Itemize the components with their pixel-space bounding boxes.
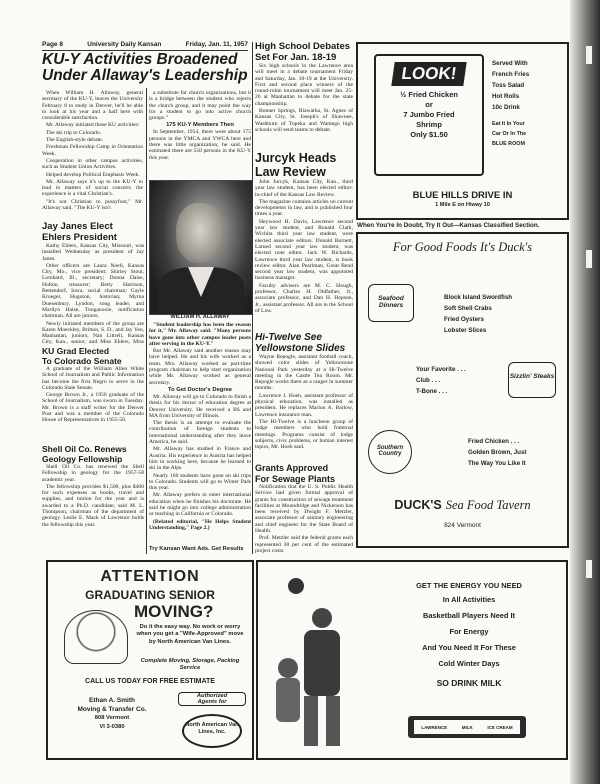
bluehills-ad xyxy=(356,42,569,220)
bluehills-side: Served With xyxy=(492,60,528,67)
menu-item: T-Bone . . . xyxy=(416,388,448,395)
allaway-portrait-photo xyxy=(149,180,253,315)
kuy-paragraph: Mr. Allaway will go to Colorado to finish a thesis for his doctor of education degree at Denver University. He received a BS and MA from University of Illinois. xyxy=(149,393,251,419)
moving-attention: ATTENTION xyxy=(100,568,200,585)
hitwelve-article xyxy=(255,333,353,461)
player-head-shape xyxy=(278,658,298,678)
bluehills-side: Eat It In Your xyxy=(492,121,525,127)
kuy-paragraph: The English-style debate. xyxy=(46,137,104,144)
wife-with-phone-illustration xyxy=(64,610,128,664)
grants-headline-line1: Grants Approved xyxy=(255,463,329,473)
debates-article xyxy=(255,42,353,150)
kuy-article-col1 xyxy=(42,90,143,219)
milk-line: And You Need It For These xyxy=(422,643,516,652)
authorized-line: Agents for xyxy=(197,699,227,705)
kuy-paragraph: Nearly 160 students have gone on ski trips to Colorado. Students will go to Winter Park this year. xyxy=(149,472,251,492)
steak-menu xyxy=(416,364,506,397)
truck-text: LAWRENCE xyxy=(421,724,448,730)
jurcyk-paragraph: Faculty advisers are M. C. Slough, professor, Charles H. Oldfather, Jr., associate professor, and Dan H. Hopson, Jr., assistant professor. All are in the School of Law. xyxy=(255,282,353,314)
paper-name: University Daily Kansan xyxy=(87,41,162,48)
bluehills-sides xyxy=(492,58,564,149)
player-leg-shape xyxy=(326,696,340,746)
milk-ad xyxy=(256,560,568,760)
debates-headline-line2: Set For Jan. 18-19 xyxy=(255,51,337,63)
kuy-paragraph: The thesis is an attempt to evaluate the contribution of foreign students to international understanding after they leave America, he said. xyxy=(149,420,251,446)
column-rule xyxy=(252,42,253,554)
photo-caption: WILLIAM H. ALLAWAY xyxy=(170,314,230,320)
kuy-paragraph: In September, 1954, there were about 175 persons in the YMCA and YWCA here and there was little organization, he said. He estimated there are 550 persons in the KU-Y this year. xyxy=(149,129,251,161)
jurcyk-headline-line2: Law Review xyxy=(255,164,326,179)
bluehills-side: Car Or In The xyxy=(492,131,527,137)
milk-line: Basketball Players Need It xyxy=(422,611,516,620)
moving-pitch: Do it the easy way. No work or worry when you get a "Wife-Approved" move by North American Van Lines. xyxy=(136,624,244,645)
kuy-paragraph: (Related editorial, "He Helps Student Understanding," Page 2.) xyxy=(149,518,251,531)
bluehills-side: Hot Rolls xyxy=(492,93,520,100)
milk-line: In All Activities xyxy=(442,595,496,604)
menu-item: Soft Shell Crabs xyxy=(444,305,492,312)
kuy-paragraph: Freshman Fellowship Camp in Orientation Week. xyxy=(42,144,143,157)
grants-paragraph: Notification that the U. S. Public Health Service had given formal approval of grants for construction of sewage treatment facilities at Moundridge and Nickerson has been received by Dwight F. Metzler, associate professor of sanitary engineering and chief engineer for the State Board of Health. xyxy=(255,484,353,535)
jayjanes-article xyxy=(42,222,144,346)
shell-paragraph: The fellowship provides $1,500, plus $400 for such expenses as books, travel and supplies, and tuition for the year and is awarded to a Ph.D. candidate, said M. L. Thompson, chairman of the department of geology. Leslie E. Mack of Lawrence holds the fellowship this year. xyxy=(42,483,144,528)
seafood-badge: Seafood Dinners xyxy=(368,284,414,322)
bluehills-location: 1 Mile E on Hiway 10 xyxy=(435,202,490,208)
kuy-paragraph: Mr. Allaway initiated these KU activities: xyxy=(46,122,140,129)
kuy-paragraph: Mr. Allaway prefers to enter international education when he finishes his doctorate. He said he might go into college administration or teaching in California or Colorado. xyxy=(149,492,251,518)
milk-truck-illustration xyxy=(408,716,526,738)
photo-face-shape xyxy=(176,203,224,263)
look-banner: LOOK! xyxy=(391,62,466,86)
milk-line: Cold Winter Days xyxy=(438,659,500,668)
kuy-subhead: To Get Doctor's Degree xyxy=(167,386,233,393)
authorized-agent-box xyxy=(178,692,246,706)
milk-copy xyxy=(376,580,562,694)
player-leg-shape xyxy=(304,696,318,746)
jurcyk-paragraph: Heywood H. Davis, Lawrence second year law student, and Ronald Clark, Wichita third year law student, were elected associate editors. Donald Burnett, Larned second year law student, was elected note editor. Jack W. Richards, Lawrence third year law student, is book review editor. Alan Pearlman, Great Bend second year law student, was appointed business manager. xyxy=(255,218,353,282)
company-line: 808 Vermont xyxy=(94,715,130,721)
chicken-badge: Southern Country xyxy=(368,430,412,474)
shell-article xyxy=(42,445,144,555)
north-american-logo: North American Van Lines, Inc. xyxy=(182,714,242,748)
kuy-headline xyxy=(42,52,250,88)
kuy-article-col2-bottom xyxy=(149,322,251,548)
binding-spine xyxy=(570,0,600,784)
ducks-name-a: DUCK'S xyxy=(394,498,442,512)
grants-article xyxy=(255,463,353,555)
basketball-players-illustration xyxy=(278,578,364,750)
kugrad-paragraph: George Brown Jr., a 1950 graduate of the School of Journalism, was sworn in Tuesday. Mr. Brown is a staff writer for the Denver Post and was a member of the Colorado House of Representatives in 1955-56. xyxy=(42,392,144,424)
authorized-line: Authorized xyxy=(196,693,228,699)
bluehills-side: BLUE ROOM xyxy=(492,141,525,147)
ducks-name-b: Sea Food Tavern xyxy=(445,498,531,512)
kugrad-paragraph: A graduate of the William Allen White School of Journalism and Public Information has become the first Negro to serve in the Colorado State Senate. xyxy=(42,366,144,391)
milk-line: For Energy xyxy=(449,627,489,636)
company-line: VI 3-0380 xyxy=(99,724,125,730)
bluehills-offer: 7 Jumbo Fried xyxy=(403,110,455,119)
hitwelve-paragraph: The Hi-Twelve is a luncheon group of lodge members who hold fraternal meetings. Programs consist of lodge subjects, civic problems, or human interest topics, Mr. Hoeh said. xyxy=(255,418,353,451)
ducks-ad xyxy=(356,232,569,548)
grants-paragraph: Prof. Metzler said the federal grants each represented 30 per cent of the estimated project costs. xyxy=(255,535,353,554)
kuy-headline-line2: Under Allaway's Leadership xyxy=(42,67,248,84)
kuy-headline-line1: KU-Y Activities Broadened xyxy=(42,52,238,68)
moving-question: MOVING? xyxy=(134,602,214,621)
menu-item: Club . . . xyxy=(416,377,441,384)
kugrad-headline-line2: To Colorado Senate xyxy=(42,355,122,366)
moving-ad xyxy=(46,560,254,760)
kugrad-article xyxy=(42,347,144,443)
bluehills-side: Toss Salad xyxy=(492,82,525,89)
page-header xyxy=(42,41,248,48)
jurcyk-paragraph: The magazine contains articles on current developments in law, and is published four times a year. xyxy=(255,198,353,218)
ducks-address: 824 Vermont xyxy=(444,522,481,529)
hitwelve-paragraph: Wayne Repogle, assistant football coach, showed color slides of Yellowstone National Park yesterday at a Hi-Twelve meeting in the Castle Tea Room. Mr. Repogle works there as a ranger in summer months. xyxy=(255,354,353,392)
issue-date: Friday, Jan. 11, 1957 xyxy=(185,41,248,48)
chicken-menu xyxy=(468,436,563,469)
binding-tab xyxy=(586,46,592,64)
kuy-paragraph: Mr. Allaway has studied in France and Austria. His experience in Austria has helped him in working here, because he learned to ski in the Alps. xyxy=(149,446,251,472)
kuy-paragraph: But Mr. Allaway said another reason may have helped. He and his wife worked as a team. Mrs. Allaway worked as part-time program chairman to help start organization while Mr. Allaway worked as general secretary. xyxy=(149,348,251,386)
kuy-paragraph: Helped develop Political Emphasis Week. xyxy=(46,171,140,178)
ducks-name xyxy=(364,496,561,514)
moving-company xyxy=(58,696,166,732)
binding-tab xyxy=(586,250,592,268)
shell-headline-line2: Geology Fellowship xyxy=(42,453,123,464)
milk-line: GET THE ENERGY YOU NEED xyxy=(416,581,522,590)
kuy-paragraph: "Student leadership has been the reason for it," Mr. Allaway said. "Many persons have gone into other campus leader posts after serving in the KU-Y." xyxy=(149,322,251,347)
kuy-subhead: 175 KU-Y Members Then xyxy=(166,122,234,129)
bluehills-side: French Fries xyxy=(492,71,530,78)
debates-paragraph: Six high schools in the Lawrence area will meet in a debate tournament Friday and Saturday, Jan. 18-19 at the University. First and second place winners of the round-robin tournament will meet Jan. 25-26 at Manhattan to debate for the state championship. xyxy=(255,63,353,107)
steak-badge: Sizzlin' Steaks xyxy=(508,362,556,398)
bluehills-price: Only $1.50 xyxy=(410,130,448,139)
truck-text: ICE CREAM xyxy=(487,724,513,730)
grants-headline-line2: For Sewage Plants xyxy=(255,473,336,484)
classified-tagline: When You're In Doubt, Try It Out—Kansas Classified Section. xyxy=(357,222,540,229)
player-head-shape xyxy=(312,608,332,628)
kuy-paragraph: When William H. Allaway, general secretary of the KU-Y, leaves the University February 8 to study in Denver, he'll be able to look at his year and a half here with considerable satisfaction. xyxy=(42,90,143,122)
bluehills-offer: ½ Fried Chicken xyxy=(400,90,458,99)
truck-sign xyxy=(414,720,520,734)
jayjanes-headline-line2: Ehlers President xyxy=(42,231,117,243)
basketball-icon xyxy=(288,578,304,594)
kuy-article-col2-top xyxy=(149,90,251,180)
kuy-paragraph: "It's not Christian to pussyfoot," Mr. Allaway said. "The KU-Y isn't xyxy=(42,198,143,212)
kuy-paragraph: The ski trip to Colorado. xyxy=(46,129,102,136)
shell-paragraph: Shell Oil Co. has renewed the Shell Fellowship in geology for the 1957-58 academic year. xyxy=(42,464,144,483)
header-rule xyxy=(42,50,248,51)
page-number: Page 8 xyxy=(42,41,63,48)
player-body-shape xyxy=(276,678,300,722)
bluehills-offer: or xyxy=(425,100,433,109)
milk-slogan: SO DRINK MILK xyxy=(436,678,502,688)
menu-item: Lobster Slices xyxy=(444,327,487,334)
want-ads-filler: Try Kansan Want Ads. Get Results xyxy=(149,546,244,552)
menu-item: The Way You Like It xyxy=(468,460,526,467)
debates-paragraph: Bonner Springs, Hiawatha, St. Agnes of Kansas City, St. Joseph's of Shawnee, Washburn of Topeka and Wamego high schools will send teams to debate. xyxy=(255,108,353,133)
moving-graduating: GRADUATING SENIOR xyxy=(85,588,215,602)
jayjanes-paragraph: Newly initiated members of the group are Karen Moeckley, Britton, S. D., and Jay Yeo, Manhattan, juniors; Nan Littrell, Kansas City, Kan., senior, and Miss Ehlers, Miss xyxy=(42,320,144,346)
menu-item: Fried Chicken . . . xyxy=(468,438,520,445)
seafood-menu xyxy=(444,292,562,336)
binding-tab xyxy=(586,560,592,578)
menu-item: Block Island Swordfish xyxy=(444,294,513,301)
jayjanes-paragraph: Kathy Ehlers, Kansas City, Missouri, was installed Wednesday as president of Jay Janes. xyxy=(42,243,144,262)
bluehills-offer-box xyxy=(374,54,484,176)
jurcyk-headline-line1: Jurcyk Heads xyxy=(255,152,337,165)
shell-headline-line1: Shell Oil Co. Renews xyxy=(42,445,127,454)
company-line: Moving & Transfer Co. xyxy=(77,706,147,713)
hitwelve-paragraph: Lawrence J. Hoeh, assistant professor of physical education, was installed as president. He replaces Marion A. Barlow, Lawrence insurance man. xyxy=(255,392,353,418)
hitwelve-headline-line1: Hi-Twelve See xyxy=(255,333,322,343)
company-line: Ethan A. Smith xyxy=(89,697,135,704)
jayjanes-headline-line1: Jay Janes Elect xyxy=(42,222,113,232)
debates-headline-line1: High School Debates xyxy=(255,42,351,52)
hitwelve-headline-line2: Yellowstone Slides xyxy=(255,342,346,354)
moving-call: CALL US TODAY FOR FREE ESTIMATE xyxy=(85,678,215,685)
kugrad-headline-line1: KU Grad Elected xyxy=(42,347,110,356)
moving-services: Complete Moving, Storage, Packing Service xyxy=(140,658,240,672)
kuy-paragraph: Cooperation in other campus activities, such as Student Union Activities. xyxy=(42,157,143,171)
truck-text: MILK xyxy=(461,724,473,730)
bluehills-name: BLUE HILLS DRIVE IN xyxy=(412,190,513,201)
player-body-shape xyxy=(304,630,340,696)
jayjanes-paragraph: Other officers are Laura Noell, Kansas City, Mo., vice president; Shirley Stout, Lombard, Ill., secretary; Donna Daise, Holton, treasurer; Betty Harrison, Bettendorf, Iowa, social chairman; Gayle Kroeger, Hugoton, historian; Myrna Duesenbury, Lyndon, song leader, and Marilyn Haise, Tonganoxie, notification chairman. All are juniors. xyxy=(42,262,144,320)
jurcyk-article xyxy=(255,152,353,332)
kuy-paragraph: Mr. Allaway says it's up to the KU-Y to lead in matters of social concern; the experience is a vital Christian's. xyxy=(42,178,143,198)
bluehills-offer: Shrimp xyxy=(416,120,442,129)
menu-item: Fried Oysters xyxy=(444,316,484,323)
jurcyk-paragraph: John Jurcyk, Kansas City, Kan., third year law student, has been elected editor-in-chief of the Kansas Law Review. xyxy=(255,179,353,198)
menu-item: Your Favorite . . . xyxy=(416,366,466,373)
menu-item: Golden Brown, Just xyxy=(468,449,527,456)
column-rule xyxy=(146,88,147,554)
kuy-paragraph: a substitute for church organizations, but it is a bridge between the student who rejects the church group, and it may point the way for a student to go into active church groups." xyxy=(149,90,251,122)
bluehills-side: 10c Drink xyxy=(492,104,520,111)
ducks-headline: For Good Foods It's Duck's xyxy=(392,240,533,254)
